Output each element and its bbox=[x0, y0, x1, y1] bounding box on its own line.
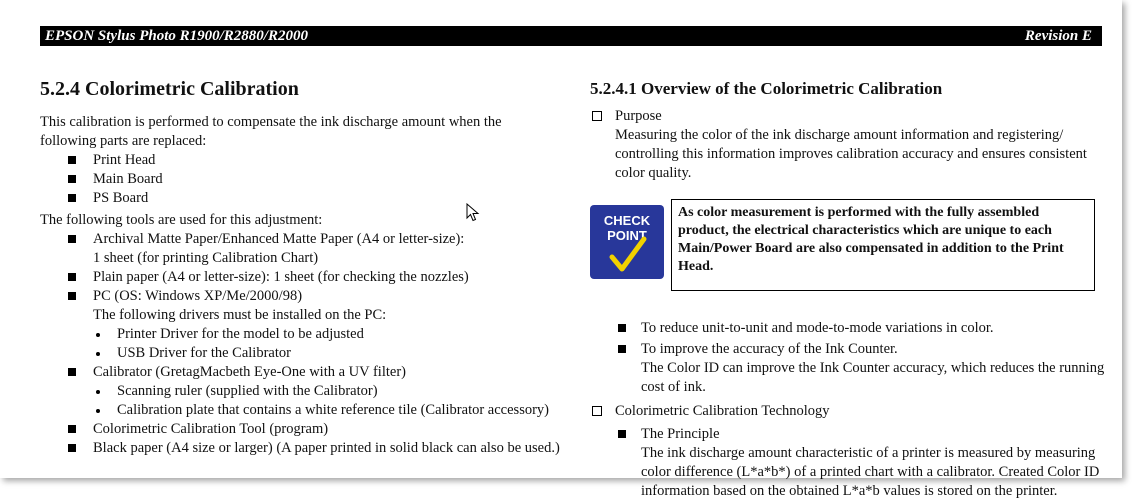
check-point-icon-label: POINT bbox=[607, 228, 647, 243]
tool-line: PC (OS: Windows XP/Me/2000/98) bbox=[93, 288, 303, 304]
list-item bbox=[590, 340, 1105, 397]
parts-list bbox=[40, 151, 560, 208]
benefits-list bbox=[590, 319, 1105, 397]
benefit-line: The Color ID can improve the Ink Counter accuracy, which reduces the running cost of ink. bbox=[641, 360, 1105, 395]
right-column bbox=[590, 76, 1105, 503]
sub-list-item: Printer Driver for the model to be adjusted bbox=[93, 325, 560, 344]
list-item: Print Head bbox=[40, 151, 560, 170]
list-item bbox=[590, 319, 1105, 338]
tool-line: 1 sheet (for printing Calibration Chart) bbox=[93, 250, 319, 266]
technology-label: Colorimetric Calibration Technology bbox=[615, 403, 830, 419]
benefit-line: To improve the accuracy of the Ink Counter. bbox=[641, 341, 898, 357]
tool-line: Calibrator (GretagMacbeth Eye-One with a UV filter) bbox=[93, 364, 406, 380]
checkpoint-note: As color measurement is performed with the fully assembled product, the electrical characteristics which are unique to each Main/Power Board are also compensated in addition to the Print Head. bbox=[671, 199, 1095, 291]
tool-line: Black paper (A4 size or larger) (A paper printed in solid black can also be used.) bbox=[93, 440, 560, 456]
sub-list-item: Calibration plate that contains a white reference tile (Calibrator accessory) bbox=[93, 401, 560, 420]
list-item: Main Board bbox=[40, 170, 560, 189]
check-point-icon-label: CHECK bbox=[603, 213, 651, 228]
principle-list bbox=[590, 425, 1105, 501]
list-item bbox=[40, 230, 560, 268]
checkpoint bbox=[590, 199, 1105, 291]
benefit-line: To reduce unit-to-unit and mode-to-mode variations in color. bbox=[641, 320, 994, 336]
principle-label: The Principle bbox=[641, 426, 720, 442]
check-point-icon bbox=[590, 205, 664, 279]
list-item: PS Board bbox=[40, 189, 560, 208]
list-item bbox=[40, 268, 560, 287]
list-item bbox=[590, 425, 1105, 501]
sub-list-item: Scanning ruler (supplied with the Calibrator) bbox=[93, 382, 560, 401]
tool-line: The following drivers must be installed on the PC: bbox=[93, 307, 387, 323]
subsection-title: 5.2.4.1 Overview of the Colorimetric Calibration bbox=[590, 79, 943, 98]
sub-list-item: USB Driver for the Calibrator bbox=[93, 344, 560, 363]
calibrator-parts-list bbox=[93, 382, 560, 420]
list-item bbox=[40, 420, 560, 439]
document-header bbox=[40, 26, 1102, 46]
tools-list bbox=[40, 230, 560, 458]
section-title: 5.2.4 Colorimetric Calibration bbox=[40, 78, 299, 100]
header-title: EPSON Stylus Photo R1900/R2880/R2000 bbox=[45, 27, 308, 44]
list-item bbox=[40, 287, 560, 363]
purpose-label: Purpose bbox=[615, 108, 662, 124]
purpose-text: Measuring the color of the ink discharge amount information and registering/ controlling this information improves calibration accuracy and ensures consistent color quality. bbox=[615, 127, 1087, 181]
purpose-item bbox=[590, 107, 1105, 183]
tools-intro: The following tools are used for this adjustment: bbox=[40, 212, 323, 228]
intro-text: This calibration is performed to compensate the ink discharge amount when the following parts are replaced: bbox=[40, 114, 502, 149]
header-revision: Revision E bbox=[1024, 27, 1092, 44]
tool-line: Archival Matte Paper/Enhanced Matte Paper (A4 or letter-size): bbox=[93, 231, 465, 247]
tool-line: Plain paper (A4 or letter-size): 1 sheet (for checking the nozzles) bbox=[93, 269, 469, 285]
technology-item bbox=[590, 402, 1105, 421]
list-item bbox=[40, 439, 560, 458]
left-column bbox=[40, 76, 560, 458]
tool-line: Colorimetric Calibration Tool (program) bbox=[93, 421, 329, 437]
mouse-pointer-icon bbox=[466, 203, 480, 223]
list-item bbox=[40, 363, 560, 420]
principle-text: The ink discharge amount characteristic of a printer is measured by measuring color difference (L*a*b*) of a printed chart with a calibrator. Created Color ID information based on the obtained L*a*b values is stored on the printer. bbox=[641, 445, 1100, 499]
drivers-list bbox=[93, 325, 560, 363]
checkmark-icon bbox=[590, 205, 664, 279]
